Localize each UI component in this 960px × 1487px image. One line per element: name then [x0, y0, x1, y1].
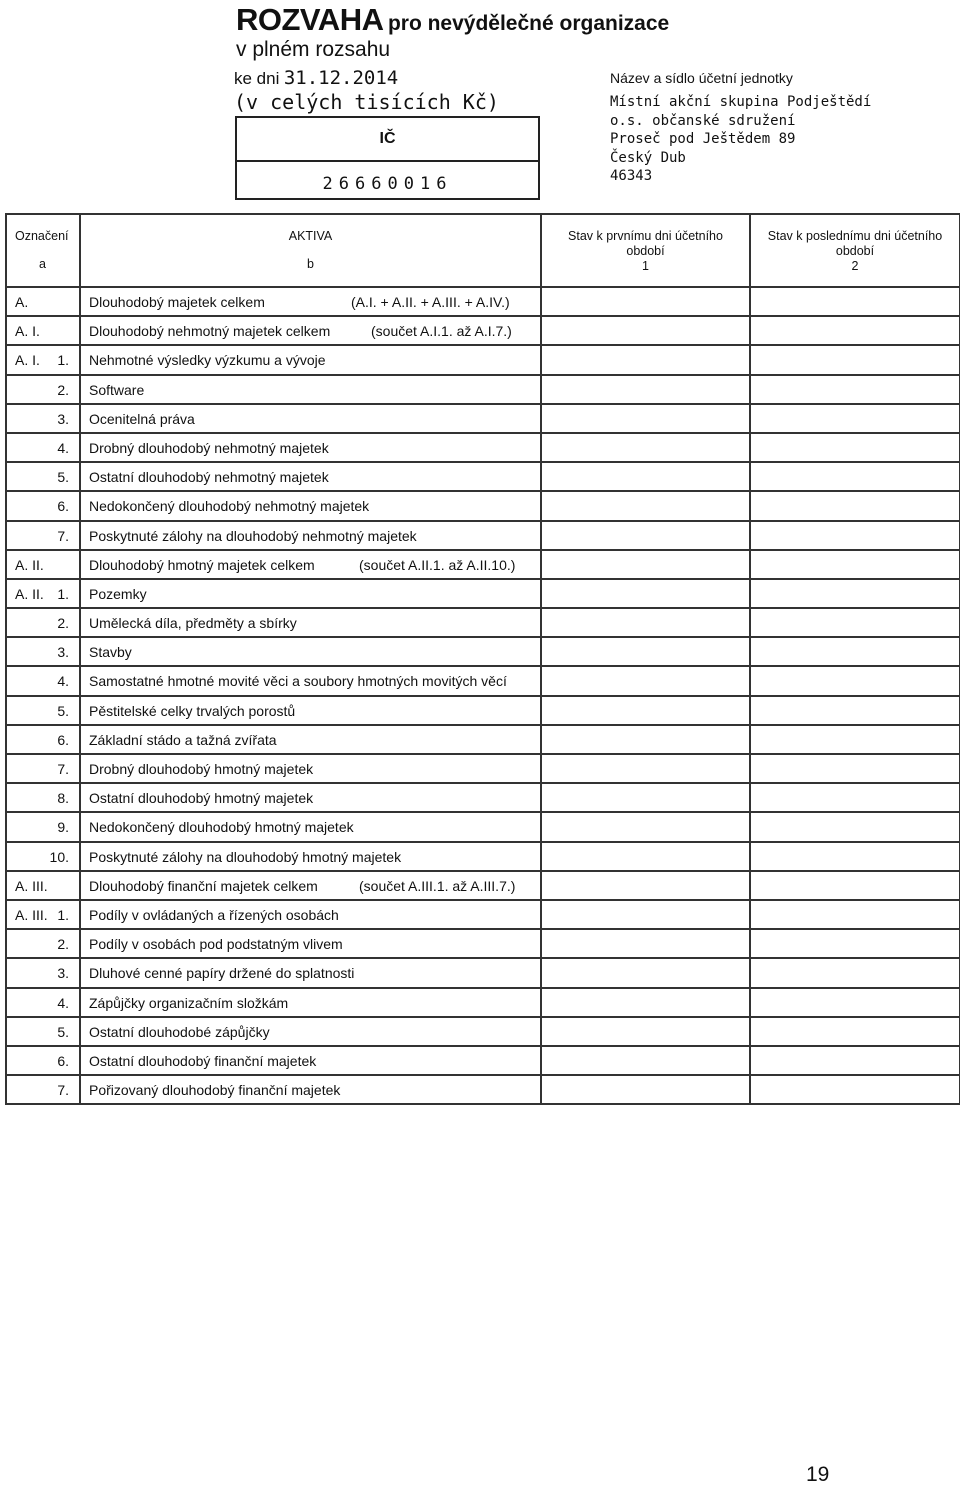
date-line: [234, 67, 398, 89]
table-row: [6, 521, 960, 550]
value-last-day[interactable]: [750, 958, 960, 987]
row-code: [6, 812, 80, 841]
date-value: 31.12.2014: [283, 67, 399, 89]
value-last-day[interactable]: [750, 521, 960, 550]
page-number: 19: [806, 1463, 830, 1486]
header-oznaceni: [6, 214, 80, 287]
row-number: 1.: [57, 906, 69, 923]
row-description: [80, 900, 541, 929]
value-first-day[interactable]: [541, 725, 750, 754]
table-row: [6, 725, 960, 754]
row-description: [80, 1017, 541, 1046]
value-first-day[interactable]: [541, 783, 750, 812]
row-section: A. III.: [15, 906, 48, 923]
row-label: Zápůjčky organizačním složkám: [89, 994, 289, 1011]
row-number: 4.: [57, 673, 69, 690]
value-first-day[interactable]: [541, 812, 750, 841]
row-description: [80, 550, 541, 579]
org-line: Proseč pod Ještědem 89: [610, 131, 796, 147]
row-description: [80, 988, 541, 1017]
ic-label: IČ: [379, 130, 396, 147]
row-description: [80, 725, 541, 754]
table-row: [6, 316, 960, 345]
row-label: Ostatní dlouhodobý hmotný majetek: [89, 790, 314, 807]
row-number: 3.: [57, 965, 69, 982]
header-col1: [541, 214, 750, 287]
table-row: [6, 783, 960, 812]
table-row: [6, 900, 960, 929]
org-line: Český Dub: [610, 149, 686, 166]
value-first-day[interactable]: [541, 521, 750, 550]
header-oznaceni-label: Označení: [15, 229, 69, 243]
value-first-day[interactable]: [541, 579, 750, 608]
document-title: [236, 2, 669, 38]
row-code: [6, 842, 80, 871]
value-first-day[interactable]: [541, 929, 750, 958]
row-number: 4.: [57, 439, 69, 456]
row-description: [80, 666, 541, 695]
row-code: [6, 929, 80, 958]
table-row: [6, 579, 960, 608]
row-code: [6, 725, 80, 754]
table-row: [6, 754, 960, 783]
value-last-day[interactable]: [750, 462, 960, 491]
value-last-day[interactable]: [750, 1017, 960, 1046]
row-code: [6, 316, 80, 345]
value-last-day[interactable]: [750, 287, 960, 316]
header-col-a: a: [39, 257, 46, 271]
table-row: [6, 812, 960, 841]
row-description: [80, 1075, 541, 1104]
table-row: [6, 988, 960, 1017]
row-label: Dlouhodobý majetek celkem: [89, 294, 265, 310]
value-last-day[interactable]: [750, 550, 960, 579]
row-description: [80, 842, 541, 871]
row-code: [6, 375, 80, 404]
header-col1-num: 1: [642, 259, 649, 273]
row-number: 7.: [57, 527, 69, 544]
value-last-day[interactable]: [750, 1075, 960, 1104]
row-code: [6, 666, 80, 695]
row-label: Ostatní dlouhodobý nehmotný majetek: [89, 469, 329, 486]
value-last-day[interactable]: [750, 375, 960, 404]
row-section: A. II.: [15, 556, 44, 573]
row-formula: (součet A.III.1. až A.III.7.): [359, 877, 516, 894]
header-aktiva-label: AKTIVA: [288, 229, 333, 243]
row-number: 6.: [57, 731, 69, 748]
table-row: [6, 1075, 960, 1104]
row-code: [6, 637, 80, 666]
table-row: [6, 608, 960, 637]
row-label: Podíly v osobách pod podstatným vlivem: [89, 936, 343, 953]
row-label: Ocenitelná práva: [89, 410, 195, 427]
row-code: [6, 462, 80, 491]
row-label: Ostatní dlouhodobé zápůjčky: [89, 1023, 270, 1040]
value-first-day[interactable]: [541, 1017, 750, 1046]
row-number: 5.: [57, 702, 69, 719]
row-number: 7.: [57, 1082, 69, 1099]
document-subtitle: v plném rozsahu: [236, 38, 391, 61]
row-label: Poskytnuté zálohy na dlouhodobý nehmotný majetek: [89, 527, 417, 544]
row-label: Pěstitelské celky trvalých porostů: [89, 702, 296, 719]
value-first-day[interactable]: [541, 491, 750, 520]
value-last-day[interactable]: [750, 433, 960, 462]
value-last-day[interactable]: [750, 783, 960, 812]
table-row: [6, 666, 960, 695]
row-number: 3.: [57, 644, 69, 661]
row-code: [6, 491, 80, 520]
value-first-day[interactable]: [541, 375, 750, 404]
value-last-day[interactable]: [750, 754, 960, 783]
row-number: 5.: [57, 1023, 69, 1040]
row-code: [6, 550, 80, 579]
title-subject: pro nevýdělečné organizace: [387, 12, 670, 35]
row-number: 10.: [49, 848, 69, 865]
table-row: [6, 871, 960, 900]
value-first-day[interactable]: [541, 608, 750, 637]
value-last-day[interactable]: [750, 637, 960, 666]
row-description: [80, 929, 541, 958]
row-code: [6, 900, 80, 929]
value-first-day[interactable]: [541, 842, 750, 871]
row-label: Dlouhodobý hmotný majetek celkem: [89, 556, 315, 573]
row-number: 6.: [57, 1052, 69, 1069]
row-number: 7.: [57, 761, 69, 777]
row-label: Umělecká díla, předměty a sbírky: [89, 615, 297, 632]
row-number: 4.: [57, 994, 69, 1011]
row-number: 5.: [57, 469, 69, 486]
row-label: Nehmotné výsledky výzkumu a vývoje: [89, 352, 326, 369]
org-label: Název a sídlo účetní jednotky: [610, 70, 793, 86]
value-last-day[interactable]: [750, 696, 960, 725]
value-first-day[interactable]: [541, 287, 750, 316]
row-label: Stavby: [89, 644, 132, 661]
header-col2: [750, 214, 960, 287]
row-description: [80, 433, 541, 462]
table-row: [6, 345, 960, 374]
title-rozvaha: ROZVAHA: [236, 2, 384, 37]
row-label: Dlouhodobý finanční majetek celkem: [89, 877, 318, 894]
table-row: [6, 287, 960, 316]
table-row: [6, 696, 960, 725]
table-row: [6, 842, 960, 871]
row-description: [80, 404, 541, 433]
balance-sheet-table: [5, 213, 960, 1105]
org-line: Místní akční skupina Podještědí: [610, 94, 872, 110]
row-description: [80, 491, 541, 520]
value-last-day[interactable]: [750, 316, 960, 345]
value-last-day[interactable]: [750, 579, 960, 608]
value-first-day[interactable]: [541, 958, 750, 987]
row-code: [6, 404, 80, 433]
row-description: [80, 287, 541, 316]
row-formula: (součet A.II.1. až A.II.10.): [359, 556, 516, 573]
row-code: [6, 579, 80, 608]
table-row: [6, 637, 960, 666]
row-label: Základní stádo a tažná zvířata: [89, 731, 277, 748]
row-code: [6, 521, 80, 550]
table-row: [6, 375, 960, 404]
header-col1-line1: Stav k prvnímu dni účetního: [568, 229, 723, 243]
row-description: [80, 462, 541, 491]
value-last-day[interactable]: [750, 725, 960, 754]
row-section: A. I.: [15, 352, 40, 369]
row-number: 1.: [57, 585, 69, 602]
value-last-day[interactable]: [750, 929, 960, 958]
row-formula: (A.I. + A.II. + A.III. + A.IV.): [351, 294, 510, 310]
row-number: 8.: [57, 790, 69, 807]
row-description: [80, 754, 541, 783]
row-description: [80, 521, 541, 550]
row-label: Drobný dlouhodobý nehmotný majetek: [89, 439, 329, 456]
row-code: [6, 988, 80, 1017]
value-last-day[interactable]: [750, 491, 960, 520]
row-label: Ostatní dlouhodobý finanční majetek: [89, 1052, 317, 1069]
row-description: [80, 696, 541, 725]
row-code: [6, 871, 80, 900]
value-last-day[interactable]: [750, 666, 960, 695]
row-number: 9.: [57, 819, 69, 836]
row-description: [80, 958, 541, 987]
value-last-day[interactable]: [750, 608, 960, 637]
row-description: [80, 812, 541, 841]
row-code: [6, 433, 80, 462]
row-description: [80, 316, 541, 345]
ic-box: [235, 116, 540, 200]
row-number: 1.: [57, 352, 69, 369]
ic-divider: [237, 160, 538, 162]
table-row: [6, 404, 960, 433]
value-last-day[interactable]: [750, 345, 960, 374]
row-description: [80, 637, 541, 666]
table-row: [6, 1046, 960, 1075]
row-code: [6, 608, 80, 637]
table-row: [6, 433, 960, 462]
table-row: [6, 462, 960, 491]
row-code: [6, 783, 80, 812]
row-code: [6, 1017, 80, 1046]
row-section: A. III.: [15, 877, 48, 894]
value-last-day[interactable]: [750, 404, 960, 433]
row-section: A. I.: [15, 323, 40, 340]
row-section: A.: [15, 294, 29, 310]
value-last-day[interactable]: [750, 988, 960, 1017]
value-first-day[interactable]: [541, 1075, 750, 1104]
row-label: Pořizovaný dlouhodobý finanční majetek: [89, 1082, 341, 1099]
header-col-b: b: [307, 257, 314, 271]
row-label: Poskytnuté zálohy na dlouhodobý hmotný majetek: [89, 848, 402, 865]
table-row: [6, 958, 960, 987]
value-first-day[interactable]: [541, 1046, 750, 1075]
table-row: [6, 929, 960, 958]
table-header-row: [6, 214, 960, 287]
row-number: 2.: [57, 381, 69, 398]
value-first-day[interactable]: [541, 316, 750, 345]
value-first-day[interactable]: [541, 550, 750, 579]
row-description: [80, 375, 541, 404]
value-last-day[interactable]: [750, 871, 960, 900]
value-last-day[interactable]: [750, 1046, 960, 1075]
value-first-day[interactable]: [541, 666, 750, 695]
value-first-day[interactable]: [541, 462, 750, 491]
row-description: [80, 783, 541, 812]
value-first-day[interactable]: [541, 433, 750, 462]
value-first-day[interactable]: [541, 900, 750, 929]
row-label: Pozemky: [89, 585, 147, 602]
header-aktiva: [80, 214, 541, 287]
ic-value: 26660016: [322, 174, 453, 194]
row-section: A. II.: [15, 585, 44, 602]
value-last-day[interactable]: [750, 842, 960, 871]
value-last-day[interactable]: [750, 812, 960, 841]
row-description: [80, 579, 541, 608]
header-col2-line1: Stav k poslednímu dni účetního: [767, 229, 943, 243]
row-code: [6, 1046, 80, 1075]
row-label: Podíly v ovládaných a řízených osobách: [89, 906, 339, 923]
row-description: [80, 871, 541, 900]
value-first-day[interactable]: [541, 637, 750, 666]
row-number: 6.: [57, 498, 69, 515]
value-first-day[interactable]: [541, 871, 750, 900]
value-first-day[interactable]: [541, 404, 750, 433]
row-formula: (součet A.I.1. až A.I.7.): [371, 323, 512, 340]
value-last-day[interactable]: [750, 900, 960, 929]
row-code: [6, 287, 80, 316]
row-code: [6, 958, 80, 987]
table-row: [6, 550, 960, 579]
table-row: [6, 1017, 960, 1046]
date-label: ke dni: [234, 69, 280, 88]
row-label: Software: [89, 381, 145, 398]
row-code: [6, 754, 80, 783]
row-code: [6, 345, 80, 374]
row-label: Dluhové cenné papíry držené do splatnosti: [89, 965, 355, 982]
header-col2-line2: období: [835, 244, 875, 258]
row-label: Samostatné hmotné movité věci a soubory hmotných movitých věcí: [89, 673, 507, 690]
row-label: Nedokončený dlouhodobý hmotný majetek: [89, 819, 354, 836]
org-name-address: [610, 93, 871, 186]
row-label: Drobný dlouhodobý hmotný majetek: [89, 761, 314, 777]
units-note: (v celých tisících Kč): [234, 90, 499, 114]
row-number: 2.: [57, 615, 69, 632]
row-label: Nedokončený dlouhodobý nehmotný majetek: [89, 498, 370, 515]
org-line: 46343: [610, 168, 653, 184]
row-number: 3.: [57, 410, 69, 427]
row-code: [6, 696, 80, 725]
row-number: 2.: [57, 936, 69, 953]
org-line: o.s. občanské sdružení: [610, 112, 796, 129]
row-description: [80, 345, 541, 374]
row-code: [6, 1075, 80, 1104]
header-col1-line2: období: [626, 244, 665, 258]
value-first-day[interactable]: [541, 345, 750, 374]
row-description: [80, 1046, 541, 1075]
value-first-day[interactable]: [541, 696, 750, 725]
row-label: Dlouhodobý nehmotný majetek celkem: [89, 323, 331, 340]
value-first-day[interactable]: [541, 754, 750, 783]
header-col2-num: 2: [851, 259, 859, 273]
row-description: [80, 608, 541, 637]
table-row: [6, 491, 960, 520]
value-first-day[interactable]: [541, 988, 750, 1017]
